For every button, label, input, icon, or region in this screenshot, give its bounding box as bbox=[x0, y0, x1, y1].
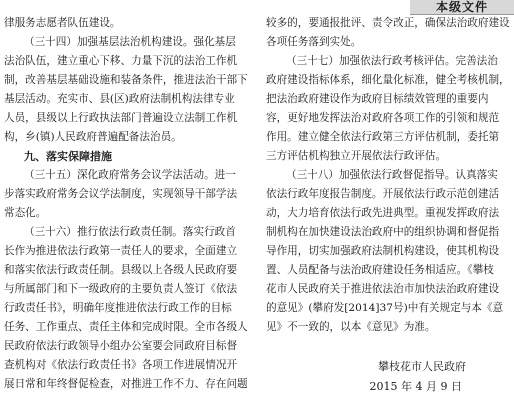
text-line: 法治队伍，建立重心下移、力量下沉的法治工作机 bbox=[4, 55, 238, 67]
spacer bbox=[266, 337, 510, 357]
text-line: 的意见》(攀府发[2014]37号)中有关规定与本《意 bbox=[266, 302, 504, 314]
text-line: 导作用，切实加强政府法制机构建设，使其机构设 bbox=[266, 245, 500, 257]
date: 2015 年 4 月 9 日 bbox=[369, 380, 462, 393]
text-line: 行政责任书》，明确年度推进依法行政工作的目标 bbox=[4, 302, 232, 314]
text-line: 制，改善基层基础设施和装备条件，推进法治干部下 bbox=[4, 74, 248, 86]
section-tab: 本级文件 bbox=[410, 0, 514, 15]
text-line: 展日常和年终督促检查，对推进工作不力、存在问题 bbox=[4, 378, 248, 390]
text-line: 和落实依法行政责任制。县级以上各级人民政府要 bbox=[4, 264, 238, 276]
right-column bbox=[266, 14, 510, 396]
signature: 攀枝花市人民政府 bbox=[378, 360, 466, 373]
text-line: （三十六）推行依法行政责任制。落实行政首 bbox=[24, 226, 236, 238]
text-line: （三十五）深化政府常务会议学法活动。进一 bbox=[24, 169, 236, 181]
text-line: 民政府依法行政领导小组办公室要会同政府目标督 bbox=[4, 340, 238, 352]
text-line: 长作为推进依法行政第一责任人的要求，全面建立 bbox=[4, 245, 238, 257]
section-title: 九、落实保障措施 bbox=[24, 150, 112, 163]
text-line: 与所属部门和下一级政府的主要负责人签订《依法 bbox=[4, 283, 238, 295]
text-line: 任务、工作重点、责任主体和完成时限。全市各级人 bbox=[4, 321, 248, 333]
text-line: 制机构在加快建设法治政府中的组织协调和督促指 bbox=[266, 226, 500, 238]
text-line: 基层活动。充实市、县(区)政府法制机构法律专业 bbox=[4, 93, 235, 105]
text-line: 动，大力培育依法行政先进典型。重视发挥政府法 bbox=[266, 207, 500, 219]
text-line: 步落实政府常务会议学法制度，实现领导干部学法 bbox=[4, 188, 238, 200]
text-line: 花市人民政府关于推进依法治市加快法治政府建设 bbox=[266, 283, 500, 295]
text-line: 依法行政年度报告制度。开展依法行政示范创建活 bbox=[266, 188, 500, 200]
text-line: 查机构对《依法行政责任书》各项工作进展情况开 bbox=[4, 359, 238, 371]
text-line: （三十七）加强依法行政考核评估。完善法治 bbox=[286, 55, 498, 67]
text-line: （三十四）加强基层法治机构建设。强化基层 bbox=[24, 36, 236, 48]
left-column bbox=[4, 14, 250, 394]
text-line: 容，更好地发挥法治对政府各项工作的引领和规范 bbox=[266, 112, 500, 124]
text-line: 把法治政府建设作为政府目标绩效管理的重要内 bbox=[266, 93, 489, 105]
text-line: 律服务志愿者队伍建设。 bbox=[4, 17, 121, 29]
text-line: 见》不一致的，以本《意见》为准。 bbox=[266, 321, 436, 333]
text-line: 构，乡(镇)人民政府普遍配备法治员。 bbox=[4, 131, 182, 143]
text-line: 作用。建立健全依法行政第三方评估机制，委托第 bbox=[266, 131, 500, 143]
text-line: 三方评估机构独立开展依法行政评估。 bbox=[266, 150, 447, 162]
text-line: 人员，县级以上行政执法部门普遍设立法制工作机 bbox=[4, 112, 238, 124]
text-line: （三十八）加强依法行政督促指导。认真落实 bbox=[286, 169, 498, 181]
text-line: 各项任务落到实处。 bbox=[266, 36, 362, 48]
text-line: 较多的，要通报批评、责令改正，确保法治政府建设 bbox=[266, 17, 510, 29]
text-line: 置、人员配备与法治政府建设任务相适应。《攀枝 bbox=[266, 264, 494, 276]
text-line: 政府建设指标体系，细化量化标准，健全考核机制， bbox=[266, 74, 510, 86]
text-line: 常态化。 bbox=[4, 207, 47, 219]
